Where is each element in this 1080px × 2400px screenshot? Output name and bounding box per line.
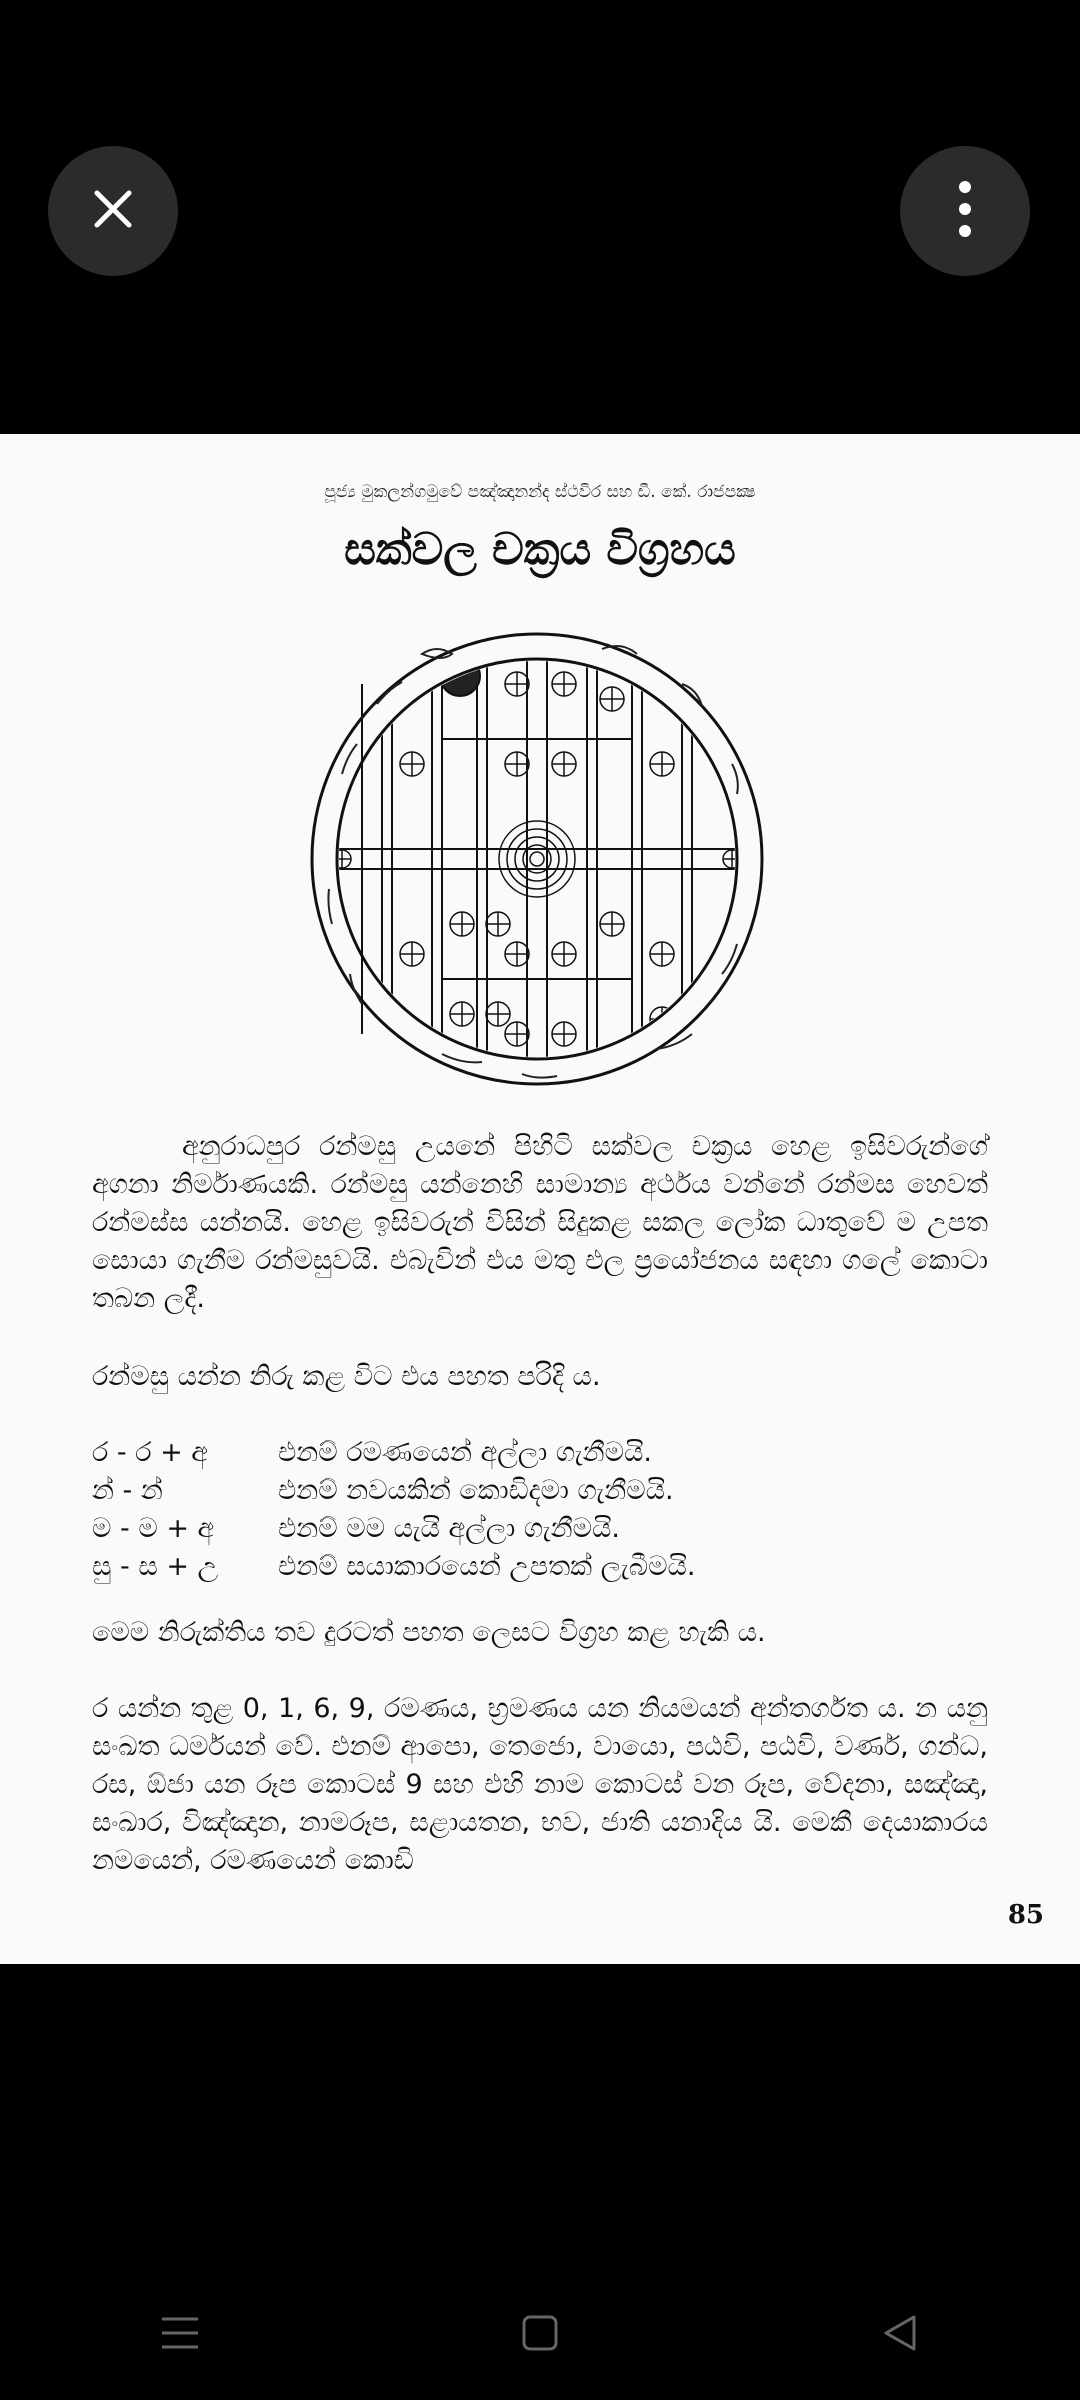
rule-meaning: එනම් නවයකින් කොඩිදමා ගැනීමයි. xyxy=(278,1475,674,1506)
rule-formula: සු - ස + උ xyxy=(92,1551,219,1582)
recents-button[interactable] xyxy=(120,2295,240,2375)
paragraph-intro: අනුරාධපුර රන්මසු උයනේ පිහිටි සක්වල චක්‍රය හෙළ ඉසිවරුන්ගේ අගනා නිර්මාණයකි. රන්මසු යන්නෙහි සාමාන්‍ය අර්ථය වන්නේ රන්මස හෙවත් රන්මස්ස යන්නයි. හෙළ ඉසිවරුන් විසින් සිදුකළ සකල ලෝක ධාතුවේ ම උපත සොයා ගැනීම රන්මසුවයි. එබැවින් එය මතු එල ප්‍රයෝජනය සඳහා ගලේ කොටා තබන ලදී. xyxy=(92,1131,988,1314)
rule-meaning: එනම් සයාකාරයෙන් උපතක් ලැබීමයි. xyxy=(278,1551,696,1582)
paragraph-analysis: ර යන්න තුළ 0, 1, 6, 9, රමණය, භ්‍රමණය යන නියමයන් අන්තර්ගත ය. න යනු සංඛත ධර්මයන් වේ. එනම් ආපො, තෙජො, වායො, පඨවි, පඨවි, වර්ණ, ගන්ධ, රස, ඕජා යන රූප කොටස් 9 සහ එහි නාම කොටස් වන රූප, වේදනා, සඤ්ඤා, සංඛාර, විඤ්ඤාන, නාමරූප, සළායතන, භව, ජාති යනාදිය යි. මෙකී දෙයාකාරය නමයෙන්, රමණයෙන් කොඩි xyxy=(92,1693,988,1876)
list-item xyxy=(92,1548,988,1586)
list-item xyxy=(92,1510,988,1548)
system-nav-bar xyxy=(0,2290,1080,2380)
rule-formula: ම - ම + අ xyxy=(92,1513,215,1544)
rule-formula: න් - න් xyxy=(92,1475,163,1506)
close-button[interactable] xyxy=(48,146,178,276)
back-icon xyxy=(880,2313,920,2357)
recents-icon xyxy=(160,2315,200,2355)
more-options-button[interactable] xyxy=(900,146,1030,276)
paragraph-analysis-intro: මෙම නිරුක්තිය තව දුරටත් පහත ලෙසට විග්‍රහ කළ හැකි ය. xyxy=(92,1617,766,1648)
sakwala-chakra-diagram xyxy=(302,624,772,1098)
rule-meaning: එනම් මම යැයි අල්ලා ගැනීමයි. xyxy=(278,1513,621,1544)
rule-formula: ර - ර + අ xyxy=(92,1437,208,1468)
back-button[interactable] xyxy=(840,2295,960,2375)
more-vertical-icon xyxy=(955,179,975,243)
home-button[interactable] xyxy=(480,2295,600,2375)
rule-meaning: එනම් රමණයෙන් අල්ලා ගැනීමයි. xyxy=(278,1437,653,1468)
home-icon xyxy=(520,2313,560,2357)
page-header: පූජ්‍ය මුකලන්ගමුවේ පඤ්ඤානන්ද ස්ථවිර සහ ඩී. කේ. රාජපක්‍ෂ xyxy=(324,482,756,502)
list-item xyxy=(92,1434,988,1472)
page-title: සක්වල චක්‍රය විග්‍රහය xyxy=(344,524,736,575)
list-item xyxy=(92,1472,988,1510)
close-icon xyxy=(91,187,135,235)
document-page xyxy=(0,434,1080,1964)
page-number: 85 xyxy=(1007,1900,1044,1930)
paragraph-derivation-intro: රන්මසු යන්න නිරු කළ විට එය පහත පරිදි ය. xyxy=(92,1361,601,1392)
derivation-list xyxy=(92,1434,988,1586)
